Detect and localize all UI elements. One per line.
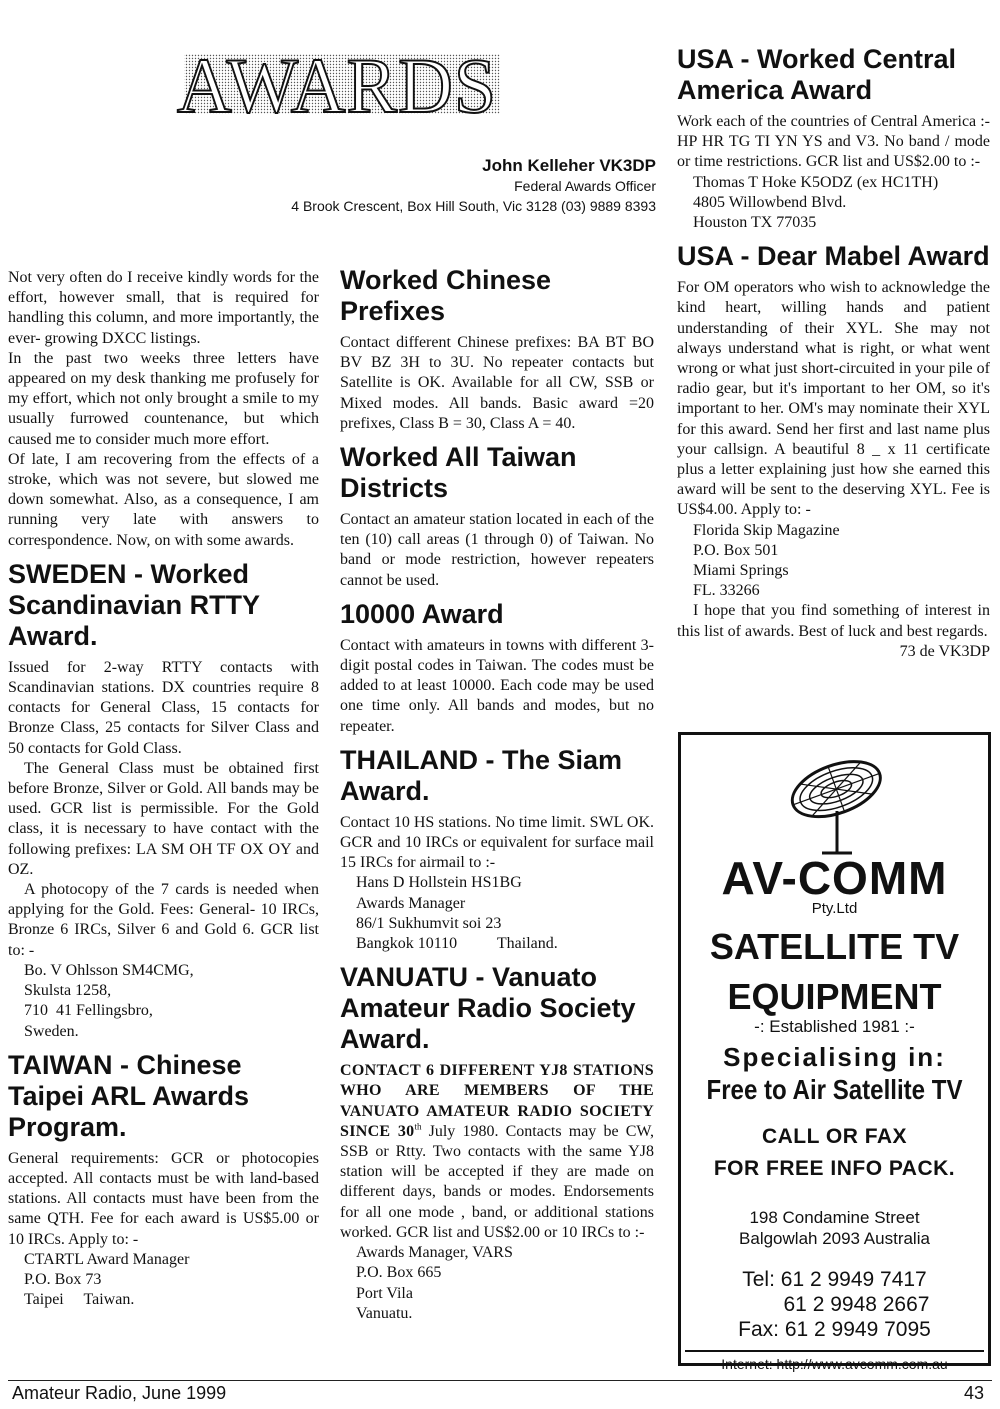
award-10000-paragraph: Contact with amateurs in towns with different 3-digit postal codes in Taiwan. The codes must be added to at least 10000. Each code may be used one time only. All bands and modes, but no repeater. — [340, 636, 654, 735]
column-1 — [8, 268, 319, 1310]
sweden-award-title: SWEDEN - Worked Scandinavian RTTY Award. — [8, 558, 260, 651]
ad-pty-ltd: Pty.Ltd — [811, 900, 858, 917]
vanuatu-rest-text: July 1980. Contacts may be CW, SSB or Rtty. Two contacts with the same YJ8 station will be accepted if they are made on different days, bands or modes. Endorsements for all one mode , band, or additional stations worked. GCR list and US$2.00 or 10 IRCs to :- — [340, 1122, 654, 1241]
address-line: Thomas T Hoke K5ODZ (ex HC1TH) — [693, 173, 939, 191]
vanuatu-paragraph — [340, 1061, 654, 1243]
sweden-address — [8, 961, 319, 1042]
address-line: Port Vila — [356, 1284, 413, 1302]
author-address: 4 Brook Crescent, Box Hill South, Vic 3128 (03) 9889 8393 — [291, 198, 656, 214]
address-line: Taipei Taiwan. — [24, 1291, 135, 1309]
ad-call-or-fax: CALL OR FAX — [761, 1125, 908, 1148]
address-line: FL. 33266 — [693, 582, 760, 600]
ad-website: Internet: http://www.avcomm.com.au — [685, 1350, 984, 1373]
ad-telephone-1: Tel: 61 2 9949 7417 — [742, 1268, 927, 1291]
closing-text: I hope that you find something of interest in this list of awards. Best of luck and best regards. — [677, 602, 990, 640]
intro-paragraph-1: Not very often do I receive kindly words for the effort, however small, that is required for handling this column, and more importantly, the ever- growing DXCC listings. — [8, 269, 319, 347]
sweden-paragraph-3: A photocopy of the 7 cards is needed when applying for the Gold. Fees: General- 10 IRCs, Bronze 6 IRCs, Silver 6 and Gold 6. GCR list to: - — [8, 881, 319, 959]
taiwan-districts-paragraph: Contact an amateur station located in each of the ten (10) call areas (1 through 0) of Taiwan. No band or mode restriction, however repeaters cannot be used. — [340, 511, 654, 589]
ad-established: -: Established 1981 :- — [754, 1017, 915, 1036]
ad-suburb: Balgowlah 2093 Australia — [739, 1229, 930, 1248]
ad-free-info: FOR FREE INFO PACK. — [713, 1157, 956, 1180]
address-line: Awards Manager, VARS — [356, 1244, 513, 1262]
column-2 — [340, 265, 654, 1324]
page-number: 43 — [963, 1383, 984, 1403]
column-3 — [677, 44, 990, 662]
chinese-prefixes-paragraph: Contact different Chinese prefixes: BA BT BO BV BZ 3H to 3U. No repeater contacts but Satellite is OK. Available for all CW, SSB or Mixed modes. All bands. Basic award =20 prefixes, Class B = 30, Class A = 40. — [340, 334, 654, 432]
central-america-paragraph: Work each of the countries of Central America :- HP HR TG TI YN YS and V3. No band / mode or time restrictions. GCR list and US$2.00 to :- — [677, 113, 990, 171]
address-line: P.O. Box 73 — [24, 1270, 102, 1288]
ad-telephone-2: 61 2 9948 2667 — [783, 1293, 930, 1316]
av-comm-advertisement — [678, 732, 991, 1372]
author-name: John Kelleher VK3DP — [482, 156, 656, 175]
address-line: Bo. V Ohlsson SM4CMG, — [24, 961, 194, 979]
address-line: 710 41 Fellingsbro, — [24, 1002, 153, 1020]
page-footer — [8, 1380, 992, 1409]
chinese-prefixes-title: Worked Chinese Prefixes — [340, 265, 552, 326]
address-line: 86/1 Sukhumvit soi 23 — [356, 914, 502, 932]
ad-fax: Fax: 61 2 9949 7095 — [738, 1318, 931, 1341]
author-block — [250, 156, 656, 216]
address-line: Bangkok 10110 Thailand. — [356, 935, 558, 953]
intro-paragraph-2: In the past two weeks three letters have appeared on my desk thanking me profusely for my effort, which not only brought a smile to my usually furrowed countenance, but which caused me to consider much more effort. — [8, 349, 319, 448]
sweden-paragraph-1: Issued for 2-way RTTY contacts with Scandinavian stations. DX countries require 8 contacts for General Class, 15 contacts for Bronze Class, 25 contacts for Silver Class and 50 contacts for Gold Class. — [8, 658, 319, 757]
address-line: Sweden. — [24, 1022, 79, 1040]
signoff: 73 de VK3DP — [899, 642, 990, 660]
ad-headline-1: SATELLITE TV — [709, 926, 960, 967]
sweden-paragraph-2: The General Class must be obtained first before Bronze, Silver or Gold. All bands may be used. GCR list is permissible. For the Gold class, it is necessary to have contact with the following prefixes: LA SM OH TF OX OY and OZ. — [8, 759, 319, 878]
awards-logo-text: AWARDS — [177, 48, 497, 123]
satellite-dish-icon — [681, 735, 988, 855]
address-line: CTARTL Award Manager — [24, 1250, 190, 1268]
taiwan-award-title: TAIWAN - Chinese Taipei ARL Awards Program. — [8, 1049, 250, 1142]
award-10000-title: 10000 Award — [340, 598, 504, 629]
ad-free-to-air: Free to Air Satellite TV — [706, 1074, 963, 1105]
closing-paragraph — [677, 601, 990, 660]
central-america-address — [677, 173, 990, 234]
author-title: Federal Awards Officer — [514, 178, 656, 194]
thailand-paragraph: Contact 10 HS stations. No time limit. SWL OK. GCR and 10 IRCs or equivalent for surface mail 15 IRCs for airmail to :- — [340, 813, 654, 872]
vanuatu-caps-text: CONTACT 6 DIFFERENT YJ8 STATIONS WHO ARE MEMBERS OF THE VANUATO AMATEUR RADIO SOCIETY SINCE 30 — [340, 1062, 654, 1140]
thailand-award-title: THAILAND - The Siam Award. — [340, 744, 623, 806]
vanuatu-award-title: VANUATU - Vanuato Amateur Radio Society Award. — [340, 962, 636, 1055]
awards-logo — [170, 48, 505, 123]
taiwan-address — [8, 1250, 319, 1311]
address-line: Skulsta 1258, — [24, 982, 112, 1000]
thailand-address — [340, 873, 654, 954]
central-america-title: USA - Worked Central America Award — [677, 44, 957, 105]
dear-mabel-paragraph: For OM operators who wish to acknowledge the kind heart, willing hands and patient understanding of their XYL. She may not always understand what is right, or what went wrong or what just short-circuited in your pile of radio gear, but it's important to her OM, so it's important to her. OM's may nominate their XYL for this award. Send her first and last name plus your callsign. A beautiful 8 _ x 11 certificate plus a letter explaining just how she earned this award will be sent to the deserving XYL. Fee is US$4.00. Apply to: - — [677, 279, 990, 519]
ad-headline-2: EQUIPMENT — [727, 976, 942, 1017]
vanuatu-address — [340, 1243, 654, 1324]
publication-name: Amateur Radio, June 1999 — [12, 1383, 227, 1403]
address-line: Miami Springs — [693, 562, 789, 580]
satellite-dish-graphic — [777, 741, 897, 861]
address-line: 4805 Willowbend Blvd. — [693, 193, 847, 211]
ad-specialising: Specialising in: — [723, 1042, 946, 1072]
address-line: Houston TX 77035 — [693, 214, 817, 232]
ad-street: 198 Condamine Street — [749, 1208, 920, 1227]
address-line: P.O. Box 665 — [356, 1264, 442, 1282]
dear-mabel-address — [677, 521, 990, 602]
awards-logo-graphic — [170, 48, 505, 123]
address-line: Vanuatu. — [356, 1304, 413, 1322]
intro-paragraph-3: Of late, I am recovering from the effects of a stroke, which was not severe, but slowed me down somewhat. Also, as a consequence, I am running very late with answers to correspondence. Now, on with some awards. — [8, 450, 319, 549]
address-line: Hans D Hollstein HS1BG — [356, 874, 522, 892]
dear-mabel-title: USA - Dear Mabel Award — [677, 241, 990, 272]
taiwan-districts-title: Worked All Taiwan Districts — [340, 442, 577, 504]
vanuatu-superscript: th — [414, 1121, 422, 1132]
taiwan-paragraph-1: General requirements: GCR or photocopies accepted. All contacts must be with land-based stations. All contacts must have been from the same QTH. Fee for each award is US$5.00 or 10 IRCs. Apply to: - — [8, 1149, 319, 1248]
ad-brand-name: AV-COMM — [721, 852, 948, 904]
address-line: Awards Manager — [356, 894, 466, 912]
address-line: Florida Skip Magazine — [693, 521, 840, 539]
address-line: P.O. Box 501 — [693, 541, 779, 559]
